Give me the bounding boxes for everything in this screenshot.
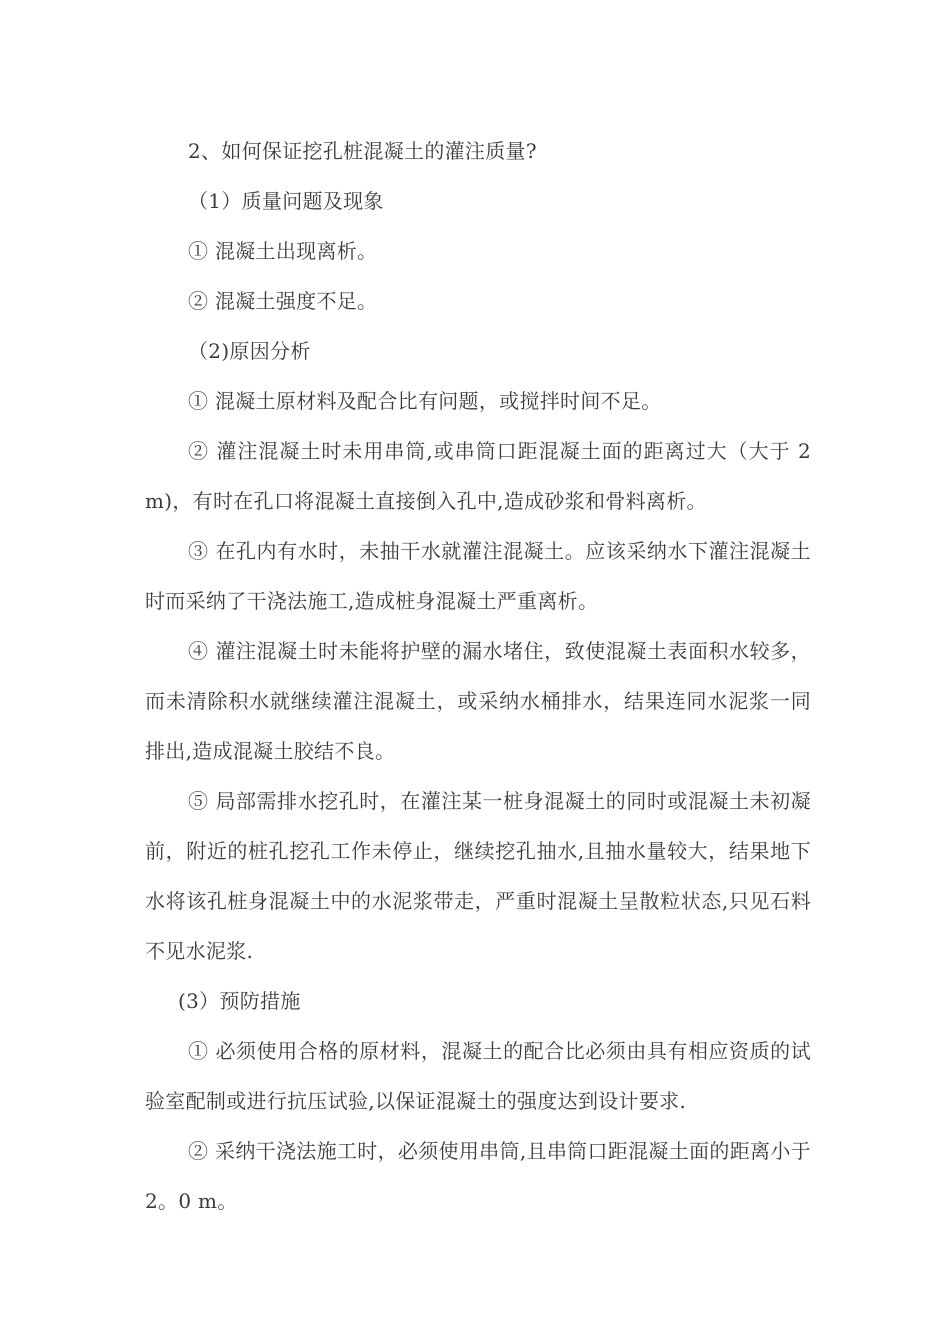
problem-item-2: ② 混凝土强度不足。: [188, 289, 378, 313]
section-heading-2: （2)原因分析: [188, 339, 311, 363]
cause-item-2: ② 灌注混凝土时未用串筒,或串筒口距混凝土面的距离过大（大于 2 m)，有时在孔口将混凝土直接倒入孔中,造成砂浆和骨料离析。: [145, 439, 811, 513]
cause-item-4: ④ 灌注混凝土时未能将护壁的漏水堵住，致使混凝土表面积水较多，而未清除积水就继续灌注混凝土，或采纳水桶排水，结果连同水泥浆一同排出,造成混凝土胶结不良。: [145, 639, 811, 763]
prevention-item-2: ② 采纳干浇法施工时，必须使用串筒,且串筒口距混凝土面的距离小于 2。0 m。: [145, 1139, 811, 1213]
section-heading-3: (3）预防措施: [178, 989, 301, 1013]
cause-item-1: ① 混凝土原材料及配合比有问题，或搅拌时间不足。: [188, 389, 662, 413]
problem-item-1: ① 混凝土出现离析。: [188, 239, 378, 263]
cause-item-5: ⑤ 局部需排水挖孔时，在灌注某一桩身混凝土的同时或混凝土未初凝前，附近的桩孔挖孔工作未停止，继续挖孔抽水,且抽水量较大，结果地下水将该孔桩身混凝土中的水泥浆带走，严重时混凝土呈散粒状态,只见石料不见水泥浆.: [145, 789, 811, 963]
question-title: 2、如何保证挖孔桩混凝土的灌注质量?: [188, 139, 537, 163]
section-heading-1: （1）质量问题及现象: [188, 189, 384, 213]
document-body: [145, 126, 811, 1226]
cause-item-3: ③ 在孔内有水时，未抽干水就灌注混凝土。应该采纳水下灌注混凝土时而采纳了干浇法施工,造成桩身混凝土严重离析。: [145, 539, 811, 613]
prevention-item-1: ① 必须使用合格的原材料，混凝土的配合比必须由具有相应资质的试验室配制或进行抗压试验,以保证混凝土的强度达到设计要求.: [145, 1039, 811, 1113]
